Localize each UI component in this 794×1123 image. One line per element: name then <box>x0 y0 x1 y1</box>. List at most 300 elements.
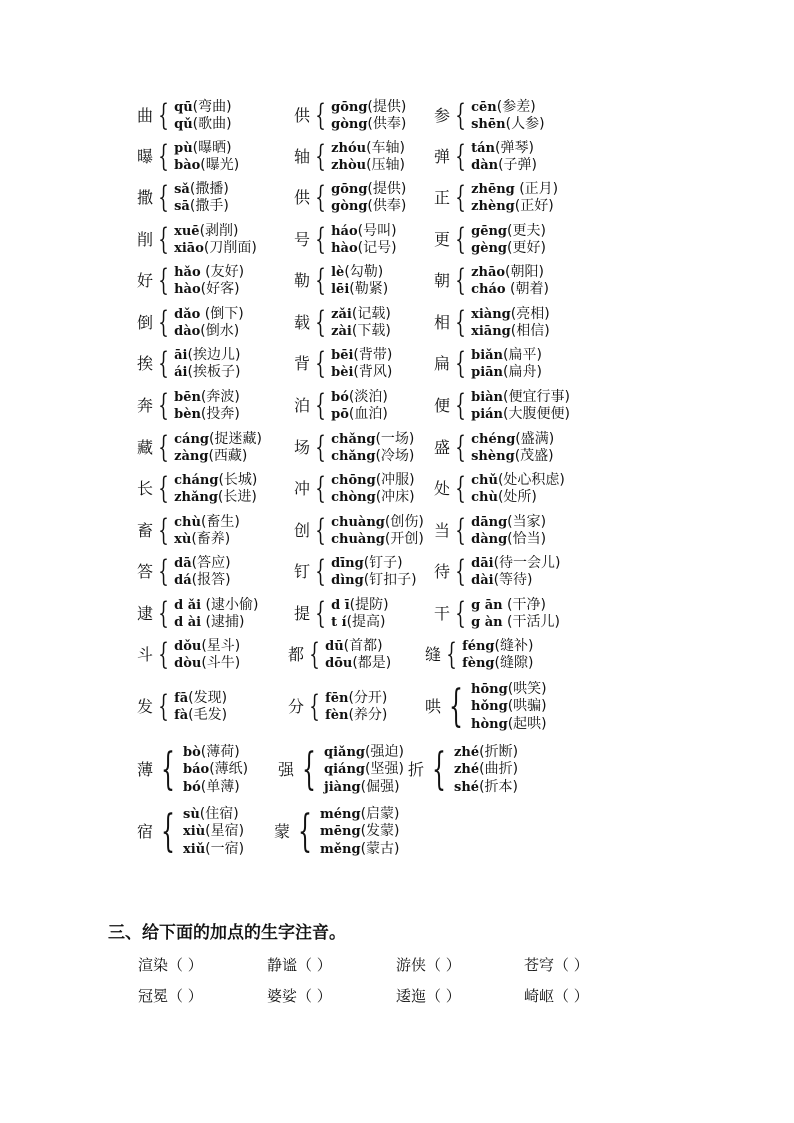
pinyin: pō <box>331 407 349 422</box>
pinyin: dīng <box>331 555 364 571</box>
reading-line <box>331 281 388 299</box>
example-word: (供奉) <box>367 198 407 214</box>
pinyin: bèi <box>331 365 354 380</box>
pinyin: āi <box>174 347 188 363</box>
head-character: 场 <box>294 438 311 457</box>
example-word: (处所) <box>497 489 537 505</box>
reading-list <box>331 99 406 134</box>
answer-blank[interactable]: （ ） <box>554 956 589 974</box>
reading-line <box>331 99 406 117</box>
brace-symbol: { <box>158 596 169 631</box>
example-word: (斗牛) <box>201 655 241 671</box>
reading-line <box>174 614 258 632</box>
pinyin: chǎng <box>331 431 376 447</box>
example-word: (逮小偷) <box>201 596 259 613</box>
pinyin: gōng <box>331 181 368 197</box>
reading-line <box>174 489 257 507</box>
brace-symbol: { <box>315 596 326 631</box>
example-word: (记载) <box>351 305 391 322</box>
reading-list <box>471 514 546 549</box>
pinyin: xiù <box>183 824 206 840</box>
brace-symbol: { <box>315 513 326 548</box>
reading-line <box>331 198 406 216</box>
pinyin: xù <box>174 532 192 547</box>
polyphone-entry <box>425 682 547 732</box>
polyphone-entry <box>278 745 404 795</box>
pinyin: fēn <box>325 690 349 706</box>
pinyin: qiǎng <box>324 744 366 760</box>
reading-line <box>174 406 240 424</box>
reading-list <box>174 472 257 507</box>
reading-list <box>471 597 560 632</box>
pinyin: méng <box>320 806 361 822</box>
pinyin: t í <box>331 615 347 630</box>
polyphone-entry <box>137 807 244 857</box>
reading-line <box>471 198 558 216</box>
example-word: (扁平) <box>503 346 542 363</box>
pinyin: shèng <box>471 449 515 464</box>
polyphone-entry <box>434 556 561 589</box>
brace-symbol: { <box>449 681 464 732</box>
exercise-item <box>138 985 203 1006</box>
reading-line <box>471 140 537 158</box>
example-word: (折本) <box>479 778 518 795</box>
reading-line <box>471 347 542 365</box>
pinyin: lè <box>331 264 345 280</box>
exercise-word: 冠冕 <box>138 987 169 1005</box>
brace-symbol: { <box>298 806 313 857</box>
head-character: 载 <box>294 313 311 332</box>
example-word: (缝补) <box>494 637 534 654</box>
example-word: (捉迷藏) <box>209 430 262 447</box>
example-word: (冲服) <box>375 471 415 488</box>
reading-list <box>331 264 388 299</box>
example-word: (创伤) <box>384 513 424 530</box>
pinyin: hǎo <box>174 264 201 280</box>
exercise-item <box>267 954 332 975</box>
pinyin: chǎng <box>331 449 376 464</box>
pinyin: sù <box>183 806 200 822</box>
reading-list <box>324 744 404 797</box>
answer-blank[interactable]: （ ） <box>297 956 332 974</box>
brace-symbol: { <box>158 554 169 589</box>
example-word: (供奉) <box>367 116 407 132</box>
example-word: (答应) <box>191 554 231 571</box>
head-character: 供 <box>294 106 311 125</box>
reading-line <box>462 655 533 673</box>
pinyin: xiǔ <box>183 841 206 857</box>
pinyin: fèng <box>462 656 495 671</box>
example-word: (薄荷) <box>200 743 240 760</box>
pinyin: zhé <box>454 744 480 760</box>
reading-line <box>471 489 565 507</box>
example-word: (亮相) <box>510 305 550 322</box>
example-word: (更好) <box>507 240 546 256</box>
reading-line <box>174 140 239 158</box>
polyphone-entry <box>137 598 258 631</box>
pinyin: bó <box>331 389 349 405</box>
polyphone-entry <box>137 141 239 174</box>
polyphone-entry <box>137 265 244 298</box>
answer-blank[interactable]: （ ） <box>426 956 461 974</box>
reading-line <box>471 555 560 573</box>
reading-line <box>183 744 248 762</box>
answer-blank[interactable]: （ ） <box>426 987 461 1005</box>
answer-blank[interactable]: （ ） <box>168 987 203 1005</box>
reading-list <box>331 555 417 590</box>
reading-line <box>331 448 414 466</box>
exercise-word: 婆娑 <box>267 987 298 1005</box>
reading-list <box>174 306 244 341</box>
head-character: 盛 <box>434 438 451 457</box>
reading-list <box>331 514 424 549</box>
pinyin: qǔ <box>174 117 193 132</box>
reading-list <box>174 181 229 216</box>
polyphone-entry <box>137 473 257 506</box>
reading-line <box>174 707 227 725</box>
pinyin: dàng <box>471 532 508 547</box>
pinyin: g ān <box>471 597 503 613</box>
example-word: (缝隙) <box>494 655 534 671</box>
pinyin: zàng <box>174 449 209 464</box>
example-word: (倒水) <box>200 323 240 339</box>
head-character: 曲 <box>137 106 154 125</box>
pinyin: hào <box>331 241 358 256</box>
exercise-word: 渲染 <box>138 956 169 974</box>
example-word: (曲折) <box>479 761 519 778</box>
brace-symbol: { <box>158 471 169 506</box>
pinyin: gèng <box>471 241 508 256</box>
example-word: (住宿) <box>199 805 239 822</box>
reading-list <box>183 806 244 859</box>
pinyin: ái <box>174 365 188 380</box>
reading-list <box>471 181 558 216</box>
brace-symbol: { <box>315 180 326 215</box>
pinyin: cháng <box>174 472 219 488</box>
reading-list <box>174 99 231 134</box>
example-word: (逮捕) <box>201 614 245 630</box>
reading-list <box>174 690 227 725</box>
polyphone-entry <box>137 224 257 257</box>
pinyin: sā <box>174 199 190 214</box>
example-word: (歌曲) <box>192 116 232 132</box>
example-word: (起哄) <box>507 715 547 732</box>
reading-line <box>174 116 231 134</box>
pinyin: dài <box>471 573 494 588</box>
reading-line <box>174 99 231 117</box>
example-word: (薄纸) <box>209 761 249 778</box>
pinyin: mēng <box>320 824 361 840</box>
example-word: (启蒙) <box>360 805 400 822</box>
reading-line <box>324 761 404 779</box>
brace-symbol: { <box>158 513 169 548</box>
reading-line <box>174 514 240 532</box>
head-character: 哄 <box>425 697 442 716</box>
reading-line <box>471 597 560 615</box>
pinyin: dāi <box>471 555 494 571</box>
example-word: (投奔) <box>200 406 240 422</box>
head-character: 藏 <box>137 438 154 457</box>
reading-line <box>331 531 424 549</box>
reading-line <box>331 116 406 134</box>
brace-symbol: { <box>315 346 326 381</box>
pinyin: d ǎi <box>174 597 202 613</box>
pinyin: zǎi <box>331 306 352 322</box>
reading-line <box>471 99 544 117</box>
pinyin: chōng <box>331 472 376 488</box>
exercise-word: 静谧 <box>267 956 298 974</box>
reading-line <box>174 431 262 449</box>
pinyin: dá <box>174 573 192 588</box>
pinyin: chuàng <box>331 532 385 547</box>
example-word: (人参) <box>505 116 545 132</box>
polyphone-entry <box>137 691 227 724</box>
reading-line <box>471 364 542 382</box>
polyphone-entry <box>137 515 240 548</box>
reading-line <box>174 572 230 590</box>
answer-blank[interactable]: （ ） <box>554 987 589 1005</box>
pinyin: fā <box>174 690 189 706</box>
example-word: (下载) <box>351 323 391 339</box>
example-word: (号叫) <box>357 222 397 239</box>
example-word: (恰当) <box>507 531 547 547</box>
reading-list <box>471 99 544 134</box>
reading-line <box>471 240 546 258</box>
example-word: (都是) <box>352 655 392 671</box>
polyphone-entry <box>137 432 262 465</box>
reading-list <box>454 744 518 797</box>
reading-line <box>331 240 396 258</box>
reading-line <box>471 264 549 282</box>
head-character: 勒 <box>294 271 311 290</box>
example-word: (畜生) <box>200 513 240 530</box>
reading-line <box>331 157 405 175</box>
polyphone-entry <box>294 432 414 465</box>
pinyin: zhé <box>454 762 480 778</box>
reading-line <box>471 406 570 424</box>
example-word: (刀削面) <box>203 240 257 256</box>
reading-line <box>320 841 400 859</box>
polyphone-entry <box>408 745 518 795</box>
reading-line <box>462 638 533 656</box>
example-word: (折断) <box>479 743 519 760</box>
example-word: (挨边儿) <box>187 346 241 363</box>
example-word: (长城) <box>218 471 258 488</box>
brace-symbol: { <box>455 430 466 465</box>
pinyin: pù <box>174 140 193 156</box>
brace-symbol: { <box>315 430 326 465</box>
head-character: 长 <box>137 479 154 498</box>
polyphone-entry <box>294 141 405 174</box>
pinyin: chéng <box>471 431 516 447</box>
pinyin: zhòu <box>331 158 367 173</box>
reading-line <box>325 655 391 673</box>
answer-blank[interactable]: （ ） <box>297 987 332 1005</box>
brace-symbol: { <box>455 263 466 298</box>
pinyin: zhèng <box>471 199 515 214</box>
pinyin: shēn <box>471 117 506 132</box>
polyphone-entry <box>434 473 565 506</box>
reading-line <box>174 448 262 466</box>
example-word: (便宜行事) <box>503 388 570 405</box>
pinyin: fà <box>174 708 189 723</box>
exercise-item <box>138 954 203 975</box>
example-word: (首都) <box>343 637 383 654</box>
pinyin: gòng <box>331 117 368 132</box>
example-word: (等待) <box>493 572 533 588</box>
reading-list <box>325 690 387 725</box>
reading-list <box>174 431 262 466</box>
head-character: 背 <box>294 354 311 373</box>
polyphone-entry <box>288 639 391 672</box>
head-character: 薄 <box>137 760 154 779</box>
exercise-item <box>396 954 461 975</box>
reading-list <box>471 555 560 590</box>
head-character: 逮 <box>137 604 154 623</box>
reading-list <box>471 472 565 507</box>
reading-list <box>471 347 542 382</box>
pinyin: dǎo <box>174 306 201 322</box>
pinyin: dāng <box>471 514 508 530</box>
example-word: (朝着) <box>505 281 549 297</box>
example-word: (单薄) <box>200 778 240 795</box>
pinyin: hào <box>174 282 201 297</box>
reading-line <box>331 555 417 573</box>
reading-line <box>331 264 388 282</box>
polyphone-entry <box>274 807 400 857</box>
brace-symbol: { <box>455 305 466 340</box>
example-word: (干净) <box>502 596 546 613</box>
reading-line <box>331 406 388 424</box>
brace-symbol: { <box>455 513 466 548</box>
pinyin: qiáng <box>324 762 366 778</box>
reading-line <box>331 472 415 490</box>
brace-symbol: { <box>158 222 169 257</box>
reading-line <box>325 707 387 725</box>
example-word: (一场) <box>375 430 415 447</box>
pinyin: jiàng <box>324 779 361 795</box>
reading-line <box>183 823 244 841</box>
reading-line <box>174 347 240 365</box>
reading-line <box>471 223 546 241</box>
reading-line <box>183 779 248 797</box>
section-3-title: 三、给下面的加点的生字注音。 <box>108 923 346 943</box>
example-word: (当家) <box>507 513 547 530</box>
reading-line <box>174 264 244 282</box>
pinyin: bēn <box>174 389 201 405</box>
head-character: 轴 <box>294 147 311 166</box>
brace-symbol: { <box>309 689 320 724</box>
head-character: 削 <box>137 230 154 249</box>
head-character: 奔 <box>137 396 154 415</box>
pinyin: d ài <box>174 615 202 630</box>
pinyin: cháo <box>471 282 506 297</box>
reading-line <box>471 306 550 324</box>
brace-symbol: { <box>315 222 326 257</box>
reading-line <box>471 681 547 699</box>
pinyin: biàn <box>471 389 504 405</box>
brace-symbol: { <box>158 637 169 672</box>
reading-line <box>331 181 406 199</box>
reading-line <box>471 157 537 175</box>
example-word: (背带) <box>353 346 393 363</box>
reading-line <box>331 514 424 532</box>
brace-symbol: { <box>309 637 320 672</box>
brace-symbol: { <box>158 430 169 465</box>
head-character: 分 <box>288 697 305 716</box>
pinyin: xiàng <box>471 306 511 322</box>
brace-symbol: { <box>315 263 326 298</box>
reading-list <box>471 681 547 734</box>
polyphone-entry <box>294 265 388 298</box>
reading-line <box>471 431 554 449</box>
example-word: (开创) <box>384 531 424 547</box>
example-word: (朝阳) <box>505 263 544 280</box>
polyphone-entry <box>425 639 533 672</box>
head-character: 创 <box>294 521 311 540</box>
reading-list <box>174 264 244 299</box>
pinyin: háo <box>331 223 358 239</box>
example-word: (长进) <box>217 489 257 505</box>
example-word: (剥削) <box>199 222 239 239</box>
reading-line <box>471 281 549 299</box>
pinyin: bò <box>183 744 201 760</box>
reading-line <box>471 572 560 590</box>
polyphone-entry <box>434 182 558 215</box>
answer-blank[interactable]: （ ） <box>168 956 203 974</box>
reading-list <box>471 431 554 466</box>
head-character: 倒 <box>137 313 154 332</box>
polyphone-entry <box>294 182 406 215</box>
reading-line <box>183 841 244 859</box>
brace-symbol: { <box>315 305 326 340</box>
example-word: (正好) <box>514 198 554 214</box>
pinyin: g àn <box>471 615 503 630</box>
head-character: 钉 <box>294 562 311 581</box>
brace-symbol: { <box>432 744 447 795</box>
example-word: (曝光) <box>200 157 240 173</box>
brace-symbol: { <box>315 388 326 423</box>
pinyin: d ī <box>331 597 350 613</box>
polyphone-entry <box>434 265 549 298</box>
example-word: (参差) <box>496 98 536 115</box>
exercise-item <box>267 985 332 1006</box>
brace-symbol: { <box>315 139 326 174</box>
example-word: (报答) <box>191 572 231 588</box>
head-character: 都 <box>288 645 305 664</box>
pinyin: dū <box>325 638 344 654</box>
head-character: 正 <box>434 188 451 207</box>
exercise-word: 游侠 <box>396 956 427 974</box>
head-character: 号 <box>294 230 311 249</box>
head-character: 处 <box>434 479 451 498</box>
example-word: (挨板子) <box>187 364 241 380</box>
head-character: 发 <box>137 697 154 716</box>
polyphone-entry <box>434 390 570 423</box>
brace-symbol: { <box>455 596 466 631</box>
pinyin: chù <box>174 514 201 530</box>
example-word: (倒下) <box>200 305 244 322</box>
example-word: (正月) <box>514 180 559 197</box>
example-word: (茂盛) <box>514 448 554 464</box>
reading-line <box>471 614 560 632</box>
polyphone-entry <box>434 224 546 257</box>
example-word: (曝晒) <box>192 139 232 156</box>
pinyin: hōng <box>471 681 508 697</box>
polyphone-entry <box>294 473 415 506</box>
head-character: 撒 <box>137 188 154 207</box>
exercise-item <box>396 985 461 1006</box>
